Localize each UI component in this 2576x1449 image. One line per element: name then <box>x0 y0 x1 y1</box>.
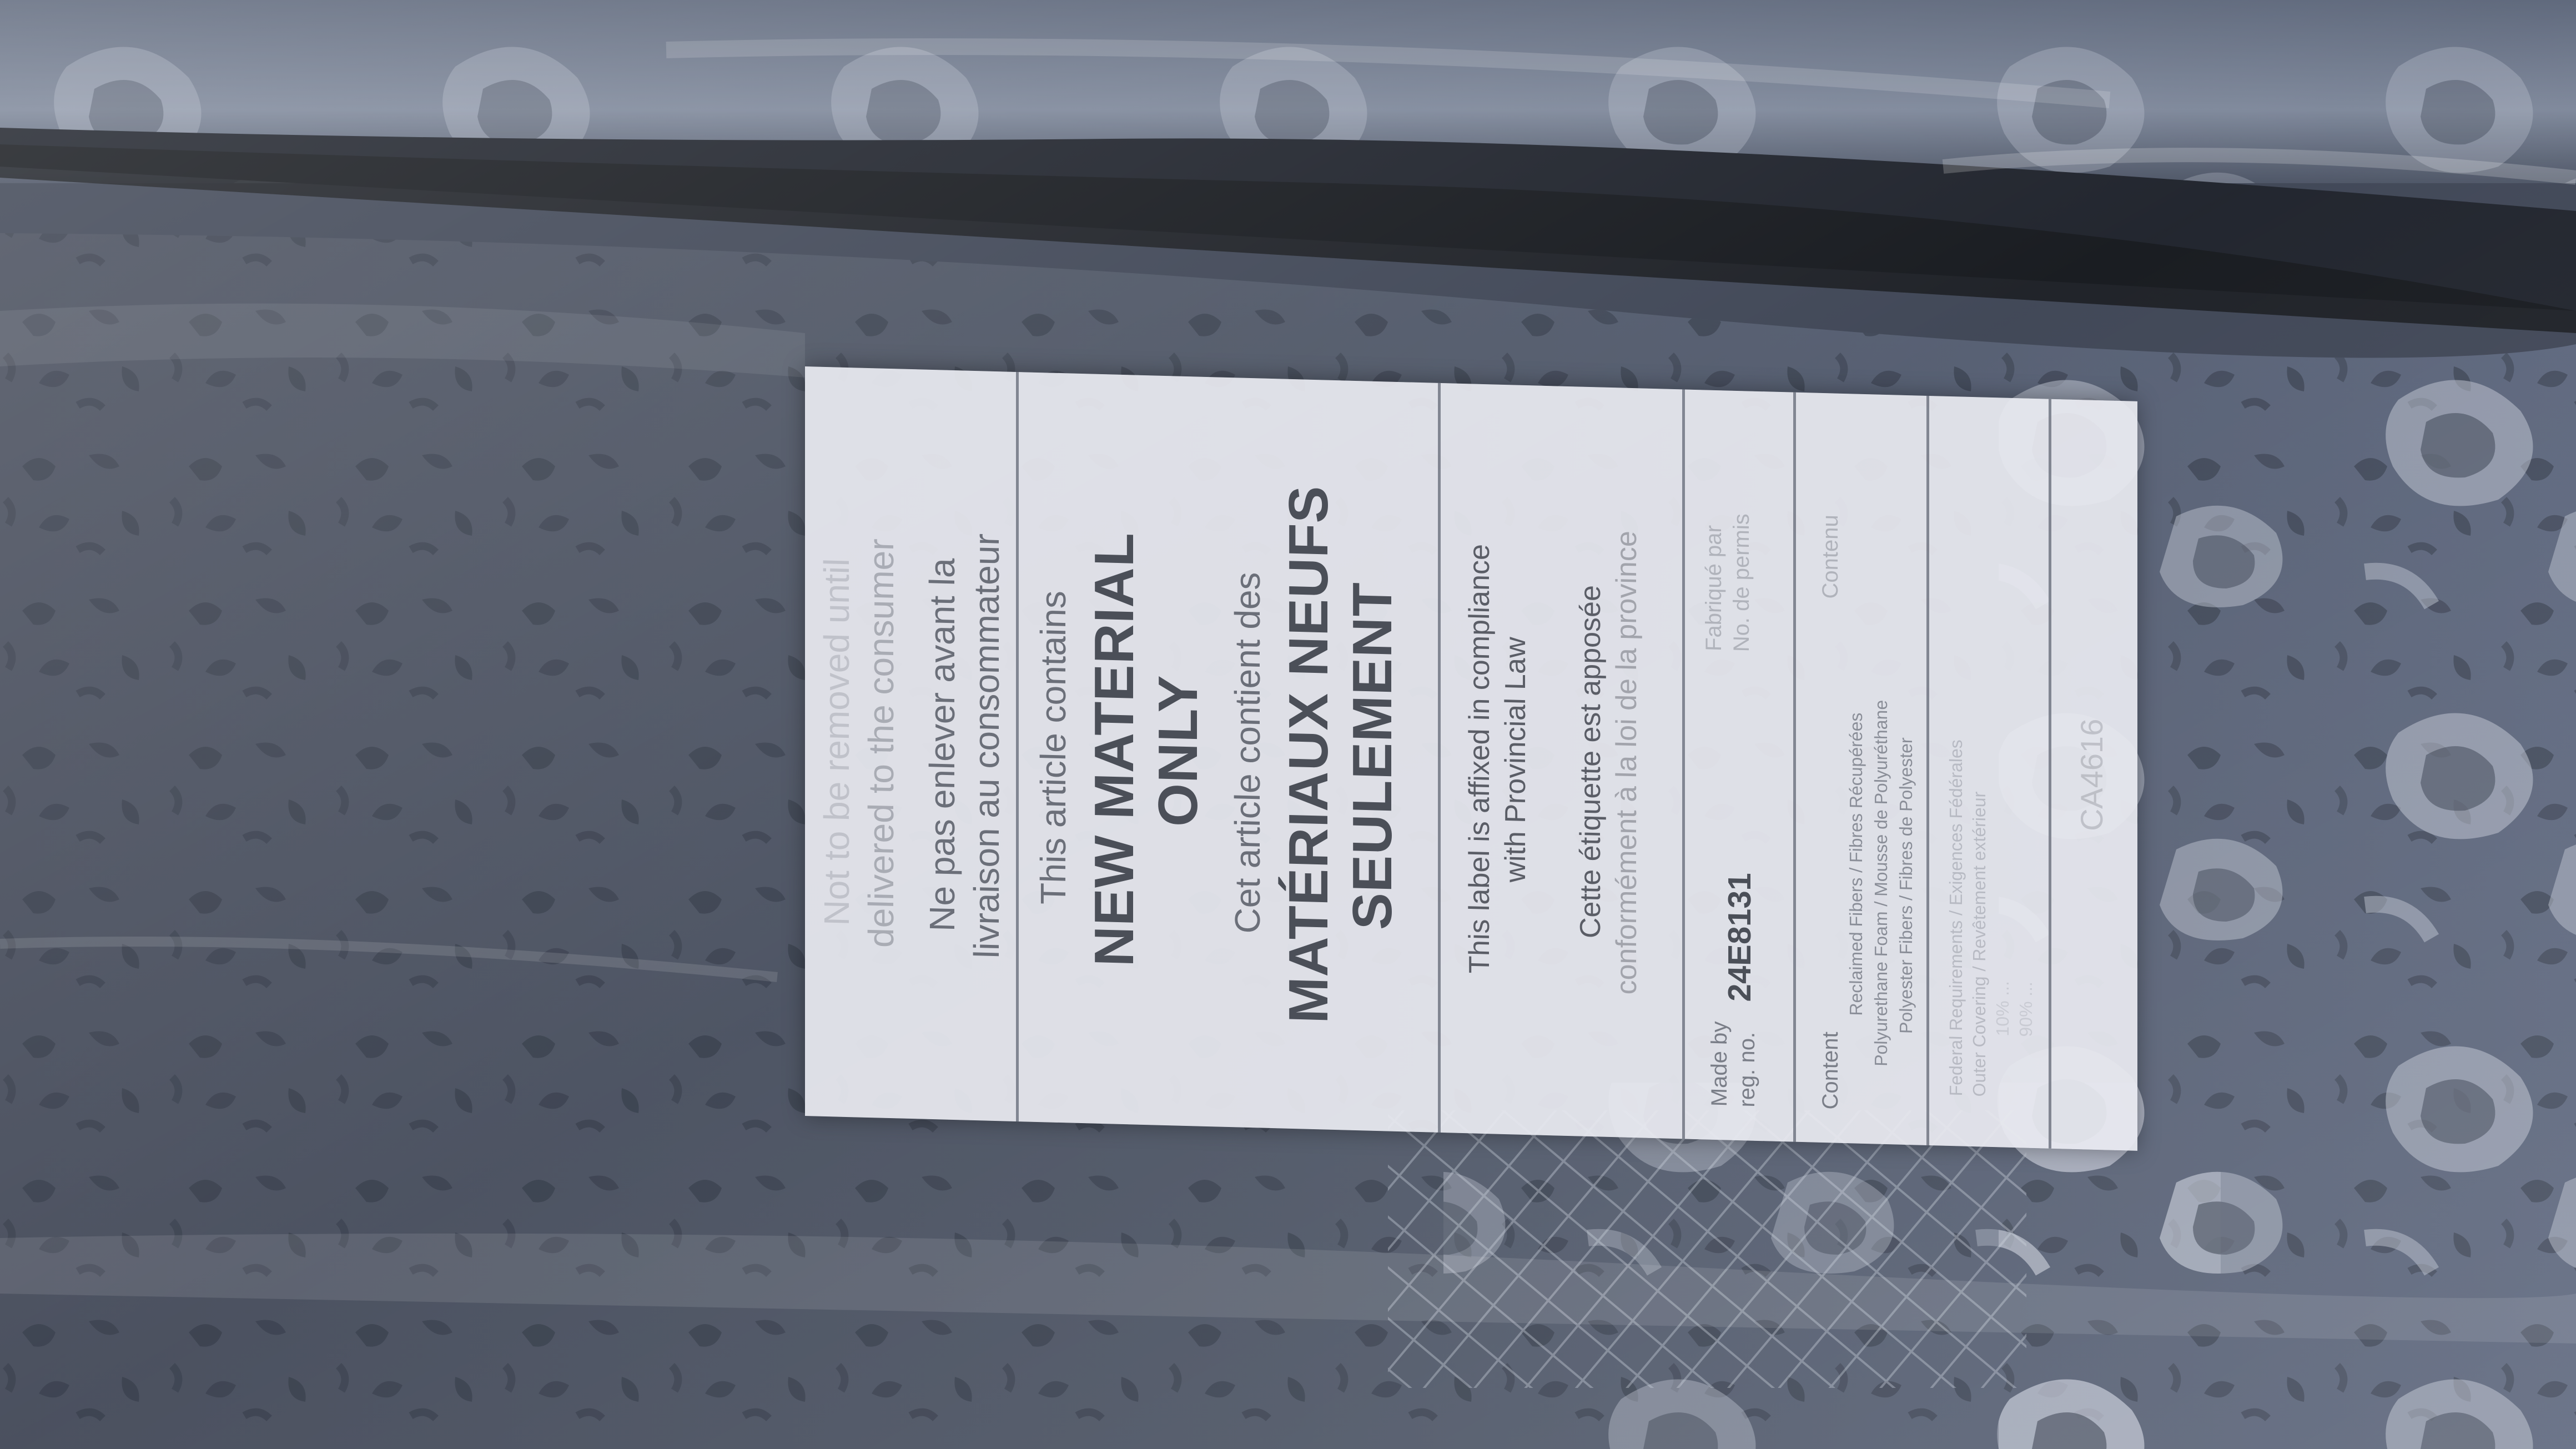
content-label: Content <box>1818 1031 1843 1110</box>
content-line1: Reclaimed Fibers / Fibres Récupérées <box>1846 712 1866 1017</box>
federal-line3: 10% ... <box>1993 980 2012 1037</box>
made-by-line1: Made by <box>1707 1021 1732 1107</box>
reg-number: 24E8131 <box>1722 872 1758 1002</box>
content-line2: Polyurethane Foam / Mousse de Polyuréthane <box>1871 700 1891 1067</box>
affixed-en-line1: This label is affixed in compliance <box>1463 544 1496 974</box>
contains-en: This article contains <box>1033 590 1073 905</box>
country-code: CA4616 <box>2074 718 2109 832</box>
affixed-fr-line2: conformément à la loi de la province <box>1611 530 1643 995</box>
federal-line4: 90% ... <box>2016 981 2036 1038</box>
warning-en-line1: Not to be removed until <box>817 557 857 927</box>
federal-line1: Federal Requirements / Exigences Fédérales <box>1946 739 1966 1096</box>
materiaux-line1: MATÉRIAUX NEUFS <box>1277 484 1340 1024</box>
new-material-line1: NEW MATERIAL <box>1083 531 1145 968</box>
warning-en-line2: delivered to the consumer <box>861 538 901 948</box>
fabrique-line1: Fabriqué par <box>1702 525 1726 652</box>
federal-line2: Outer Covering / Revêtement extérieur <box>1969 791 1989 1097</box>
warning-fr-line1: Ne pas enlever avant la <box>922 557 962 932</box>
content-line3: Polyester Fibers / Fibres de Polyester <box>1896 737 1916 1034</box>
warning-fr-line2: livraison au consommateur <box>967 533 1007 959</box>
new-material-line2: ONLY <box>1147 674 1209 828</box>
affixed-fr-line1: Cette étiquette est apposée <box>1574 585 1607 939</box>
made-by-line2: reg. no. <box>1735 1032 1759 1108</box>
affixed-en-line2: with Provincial Law <box>1500 636 1532 883</box>
contenu-label: Contenu <box>1818 514 1843 599</box>
materiaux-line2: SEULEMENT <box>1341 581 1403 931</box>
fabrique-line2: No. de permis <box>1729 513 1754 652</box>
contains-fr: Cet article contient des <box>1227 571 1267 934</box>
